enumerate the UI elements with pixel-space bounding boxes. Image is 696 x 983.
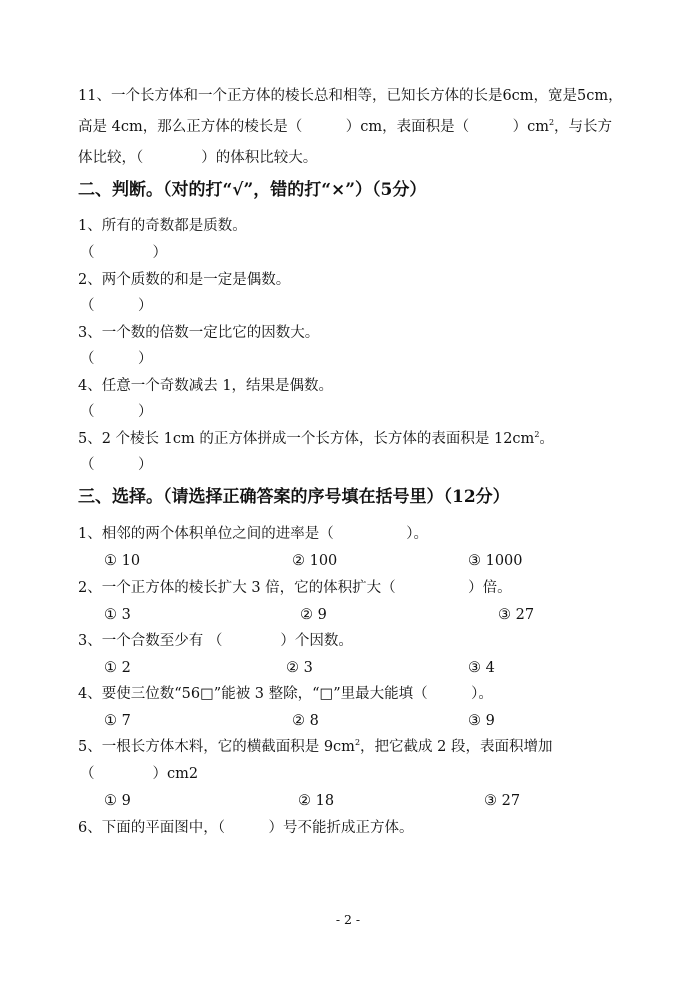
choice-q1-option-2[interactable]: ② 100 [292, 553, 338, 569]
judge-answer-blank-5[interactable]: （ ） [80, 457, 153, 473]
judge-item-2: 2、两个质数的和是一定是偶数。 [78, 272, 291, 288]
choice-q2-option-2[interactable]: ② 9 [300, 607, 327, 623]
choice-q5-option-3[interactable]: ③ 27 [484, 793, 521, 809]
choice-q3-option-2[interactable]: ② 3 [286, 660, 313, 676]
choice-q5-line-1: 5、一根长方体木料，它的横截面积是 $9cm^2$，把它截成 2 段，表面积增加 [78, 738, 553, 755]
judge-item-1: 1、所有的奇数都是质数。 [78, 218, 247, 234]
q11-line-2: 高是 4cm，那么正方体的棱长是（ ）cm，表面积是（ ）$cm^2$，与长方 [78, 118, 613, 135]
q11-line-3: 体比较，（ ）的体积比较大。 [78, 150, 318, 166]
judge-answer-blank-4[interactable]: （ ） [80, 404, 153, 420]
choice-q1-option-3[interactable]: ③ 1000 [468, 553, 523, 569]
choice-q1: 1、相邻的两个体积单位之间的进率是（ ）。 [78, 526, 428, 542]
choice-q5-line-2: （ ）cm2 [80, 766, 199, 782]
choice-q3-option-1[interactable]: ① 2 [104, 660, 131, 676]
choice-q4-option-3[interactable]: ③ 9 [468, 713, 495, 729]
judge-item-3: 3、一个数的倍数一定比它的因数大。 [78, 325, 320, 341]
judge-item-5: 5、2 个棱长 1cm 的正方体拼成一个长方体，长方体的表面积是 $12cm^2$。 [78, 430, 554, 447]
page-number: - 2 - [335, 912, 361, 927]
choice-q4: 4、要使三位数“56□”能被 3 整除，“□”里最大能填（ ）。 [78, 686, 493, 702]
choice-q2-option-3[interactable]: ③ 27 [498, 607, 535, 623]
judge-answer-blank-3[interactable]: （ ） [80, 351, 153, 367]
choice-q3: 3、一个合数至少有 （ ）个因数。 [78, 633, 353, 649]
choice-q4-option-1[interactable]: ① 7 [104, 713, 131, 729]
choice-q6: 6、下面的平面图中，（ ）号不能折成正方体。 [78, 820, 414, 836]
choice-q5-option-2[interactable]: ② 18 [298, 793, 335, 809]
choice-q2-option-1[interactable]: ① 3 [104, 607, 131, 623]
section-choice-heading: 三、选择。（请选择正确答案的序号填在括号里）（12分） [78, 487, 510, 507]
choice-q4-option-2[interactable]: ② 8 [292, 713, 319, 729]
choice-q2: 2、一个正方体的棱长扩大 3 倍，它的体积扩大（ ）倍。 [78, 580, 512, 596]
choice-q1-option-1[interactable]: ① 10 [104, 553, 141, 569]
section-judge-heading: 二、判断。（对的打“√”，错的打“×”）（5分） [78, 180, 427, 200]
q11-line-1: 11、一个长方体和一个正方体的棱长总和相等，已知长方体的长是6cm，宽是5cm， [78, 88, 623, 104]
choice-q5-option-1[interactable]: ① 9 [104, 793, 131, 809]
judge-answer-blank-1[interactable]: （ ） [80, 245, 167, 261]
judge-answer-blank-2[interactable]: （ ） [80, 298, 153, 314]
judge-item-4: 4、任意一个奇数减去 1，结果是偶数。 [78, 378, 334, 394]
choice-q3-option-3[interactable]: ③ 4 [468, 660, 495, 676]
